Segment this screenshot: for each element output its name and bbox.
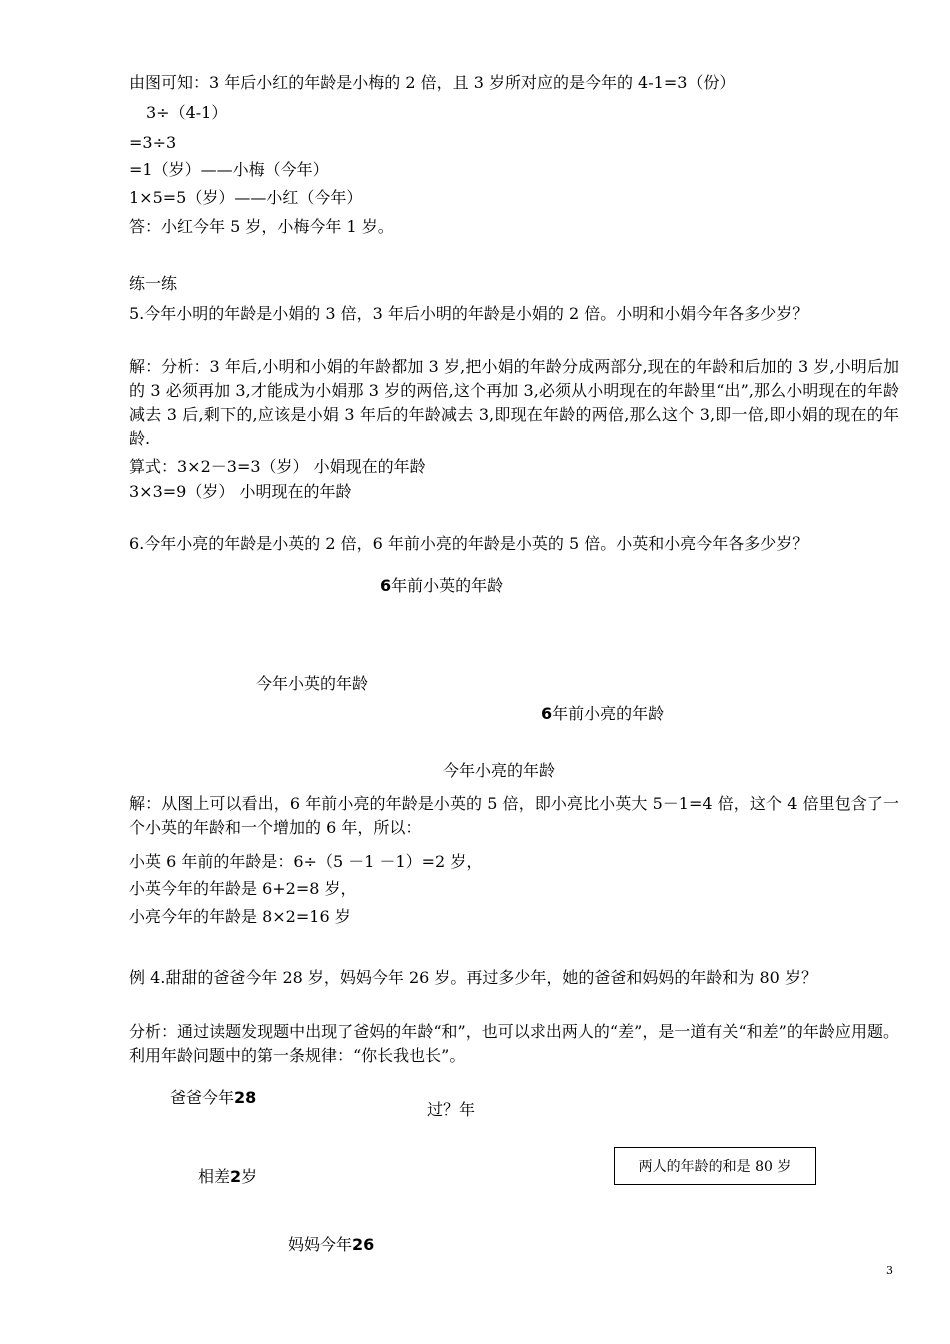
page-number: 3 — [886, 1264, 893, 1277]
text-line: 3÷（4-1） — [146, 103, 228, 122]
diagram-label-xiaoliang-6y: 6年前小亮的年龄 — [541, 704, 665, 723]
diagram-label-after-years: 过？年 — [427, 1100, 476, 1119]
problem-6-calc-2: 小英今年的年龄是 6+2=8 岁， — [129, 879, 357, 898]
problem-5-calc-1: 算式：3×2－3=3（岁） 小娟现在的年龄 — [129, 457, 426, 476]
diagram-label-mom: 妈妈今年26 — [288, 1235, 375, 1254]
diagram-label-difference: 相差2岁 — [198, 1167, 258, 1186]
problem-5-question: 5.今年小明的年龄是小娟的 3 倍，3 年后小明的年龄是小娟的 2 倍。小明和小娟今年各多少岁？ — [129, 304, 809, 323]
diagram-label-xiaoying-now: 今年小英的年龄 — [256, 674, 369, 693]
problem-6-calc-1: 小英 6 年前的年龄是：6÷（5 －1 －1）=2 岁， — [129, 852, 483, 871]
answer-line: 答：小红今年 5 岁，小梅今年 1 岁。 — [129, 217, 394, 236]
text-line: 由图可知：3 年后小红的年龄是小梅的 2 倍，且 3 岁所对应的是今年的 4-1=3（份） — [129, 73, 736, 92]
text-line: =3÷3 — [129, 133, 177, 152]
sum-box: 两人的年龄的和是 80 岁 — [614, 1147, 816, 1185]
problem-6-solution: 解：从图上可以看出，6 年前小亮的年龄是小英的 5 倍，即小亮比小英大 5－1=4 倍，这个 4 倍里包含了一个小英的年龄和一个增加的 6 年，所以： — [129, 794, 899, 837]
text-line: 1×5=5（岁）——小红（今年） — [129, 188, 363, 207]
example-4-analysis: 分析：通过读题发现题中出现了爸妈的年龄“和”，也可以求出两人的“差”，是一道有关“和差”的年龄应用题。利用年龄问题中的第一条规律：“你长我也长”。 — [129, 1022, 899, 1065]
diagram-label-xiaoying-6y: 6年前小英的年龄 — [380, 576, 504, 595]
diagram-label-dad: 爸爸今年28 — [170, 1088, 257, 1107]
section-heading: 练一练 — [129, 274, 178, 293]
text-line: =1（岁）——小梅（今年） — [129, 160, 329, 179]
problem-6-question: 6.今年小亮的年龄是小英的 2 倍，6 年前小亮的年龄是小英的 5 倍。小英和小亮今年各多少岁？ — [129, 534, 809, 553]
problem-5-calc-2: 3×3=9（岁） 小明现在的年龄 — [129, 482, 352, 501]
problem-5-solution: 解：分析：3 年后,小明和小娟的年龄都加 3 岁,把小娟的年龄分成两部分,现在的年龄和后加的 3 岁,小明后加的 3 必须再加 3,才能成为小娟那 3 岁的两倍,这个再加 3,必须从小明现在的年龄里“出”,那么小明现在的年龄减去 3 后,剩下的,应该是小娟 3 年后的年龄减去 3,即现在年龄的两倍,那么这个 3,即一倍,即小娟的现在的年龄. — [129, 357, 899, 448]
diagram-label-xiaoliang-now: 今年小亮的年龄 — [443, 761, 556, 780]
problem-6-calc-3: 小亮今年的年龄是 8×2=16 岁 — [129, 907, 351, 926]
example-4-question: 例 4.甜甜的爸爸今年 28 岁，妈妈今年 26 岁。再过多少年，她的爸爸和妈妈的年龄和为 80 岁？ — [129, 968, 817, 987]
